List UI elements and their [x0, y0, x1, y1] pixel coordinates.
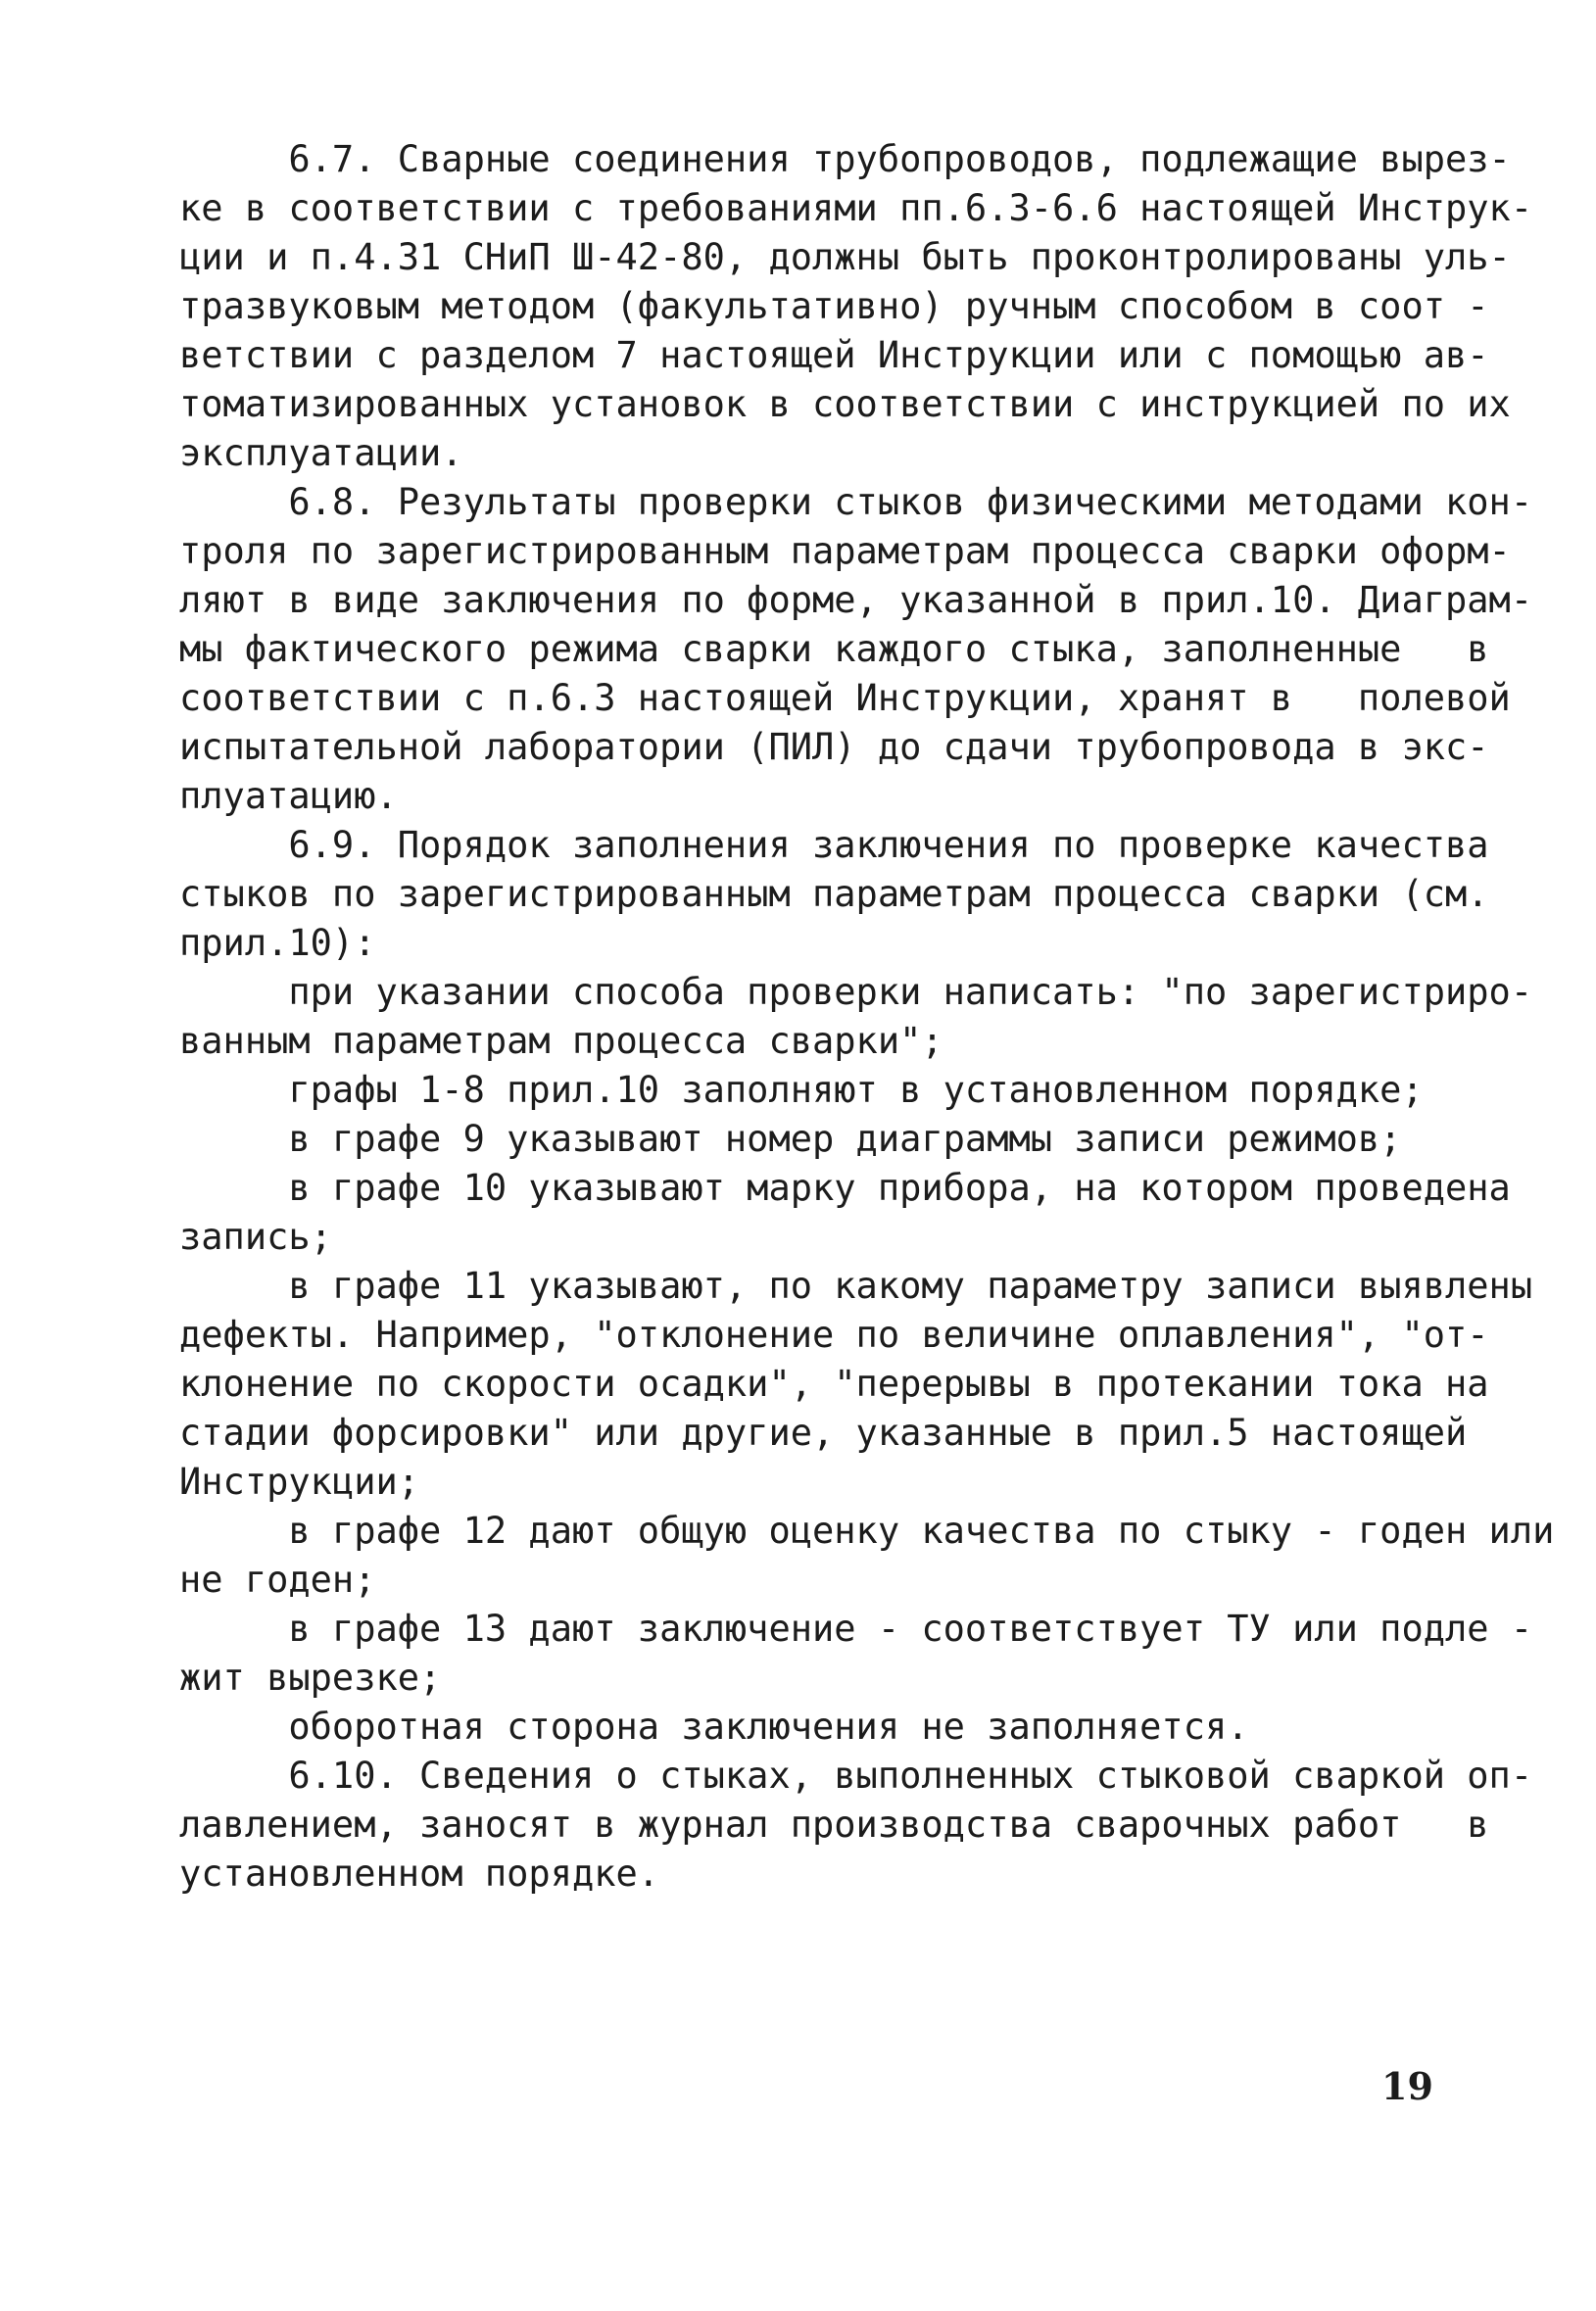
- text-line: испытательной лаборатории (ПИЛ) до сдачи трубопровода в экс-: [179, 726, 1489, 768]
- text-line: плуатацию.: [179, 775, 398, 817]
- text-line: ции и п.4.31 СНиП Ш-42-80, должны быть проконтролированы уль-: [179, 236, 1511, 278]
- text-line: установленном порядке.: [179, 1853, 660, 1895]
- text-line: не годен;: [179, 1559, 376, 1601]
- text-line: 6.7. Сварные соединения трубопроводов, подлежащие вырез-: [179, 138, 1511, 180]
- text-line: в графе 12 дают общую оценку качества по стыку - годен или: [179, 1510, 1555, 1552]
- text-line: соответствии с п.6.3 настоящей Инструкции, хранят в полевой: [179, 677, 1511, 719]
- text-line: при указании способа проверки написать: "по зарегистриро-: [179, 971, 1533, 1013]
- text-line: в графе 11 указывают, по какому параметру записи выявлены: [179, 1265, 1533, 1307]
- text-line: прил.10):: [179, 922, 376, 964]
- text-line: томатизированных установок в соответствии с инструкцией по их: [179, 383, 1511, 425]
- text-line: троля по зарегистрированным параметрам процесса сварки оформ-: [179, 530, 1511, 572]
- text-line: клонение по скорости осадки", "перерывы в протекании тока на: [179, 1363, 1489, 1405]
- text-line: ветствии с разделом 7 настоящей Инструкции или с помощью ав-: [179, 334, 1489, 376]
- text-line: 6.8. Результаты проверки стыков физическими методами кон-: [179, 481, 1533, 523]
- text-line: в графе 9 указывают номер диаграммы записи режимов;: [179, 1118, 1402, 1160]
- body-text: [179, 135, 1555, 1899]
- page-number: 19: [1381, 2064, 1433, 2108]
- text-line: в графе 10 указывают марку прибора, на котором проведена: [179, 1167, 1511, 1209]
- text-line: дефекты. Например, "отклонение по величине оплавления", "от-: [179, 1314, 1489, 1356]
- text-line: стыков по зарегистрированным параметрам процесса сварки (см.: [179, 873, 1489, 915]
- text-line: эксплуатации.: [179, 432, 463, 474]
- text-line: жит вырезке;: [179, 1657, 442, 1699]
- text-line: стадии форсировки" или другие, указанные в прил.5 настоящей: [179, 1412, 1468, 1454]
- text-line: Инструкции;: [179, 1461, 420, 1503]
- text-line: мы фактического режима сварки каждого стыка, заполненные в: [179, 628, 1489, 670]
- text-line: ляют в виде заключения по форме, указанной в прил.10. Диаграм-: [179, 579, 1533, 621]
- text-line: 6.10. Сведения о стыках, выполненных стыковой сваркой оп-: [179, 1755, 1533, 1797]
- text-line: лавлением, заносят в журнал производства сварочных работ в: [179, 1804, 1489, 1846]
- text-line: ке в соответствии с требованиями пп.6.3-6.6 настоящей Инструк-: [179, 187, 1533, 229]
- text-line: ванным параметрам процесса сварки";: [179, 1020, 943, 1062]
- text-line: тразвуковым методом (факультативно) ручным способом в соот -: [179, 285, 1489, 327]
- text-line: графы 1-8 прил.10 заполняют в установленном порядке;: [179, 1069, 1424, 1111]
- text-line: в графе 13 дают заключение - соответствует ТУ или подле -: [179, 1608, 1533, 1650]
- text-line: запись;: [179, 1216, 332, 1258]
- text-line: оборотная сторона заключения не заполняется.: [179, 1706, 1249, 1748]
- text-line: 6.9. Порядок заполнения заключения по проверке качества: [179, 824, 1489, 866]
